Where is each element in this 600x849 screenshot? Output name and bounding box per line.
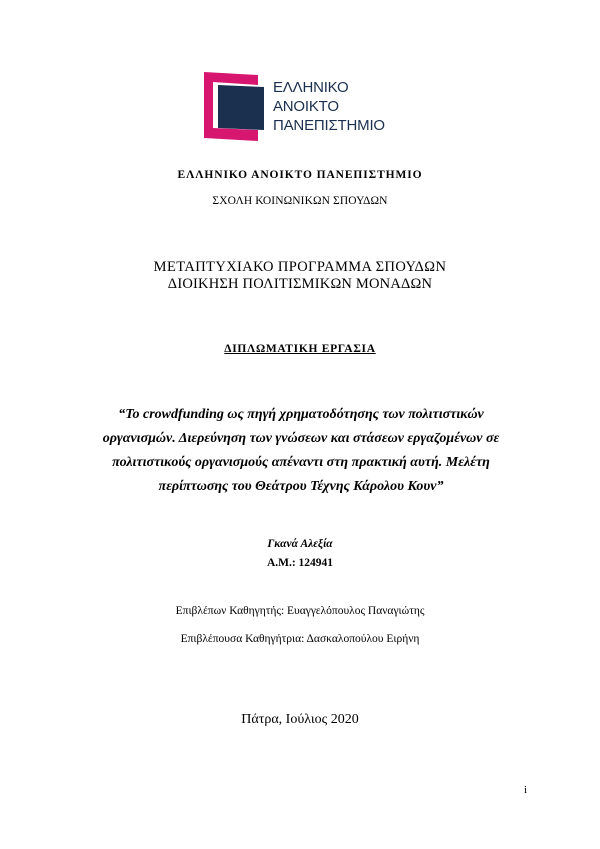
logo-line-2: ΑΝΟΙΚΤΟ <box>273 98 339 115</box>
supervisor: Επιβλέπων Καθηγητής: Ευαγγελόπουλος Παναγιώτης <box>175 605 425 617</box>
logo-line-3: ΠΑΝΕΠΙΣΤΗΜΙΟ <box>273 117 385 134</box>
title-line-2: οργανισμών. Διερεύνηση των γνώσεων και στάσεων εργαζομένων σε <box>102 431 500 446</box>
program-track: ΔΙΟΙΚΗΣΗ ΠΟΛΙΤΙΣΜΙΚΩΝ ΜΟΝΑΔΩΝ <box>167 276 433 292</box>
logo-line-1: ΕΛΛΗΝΙΚΟ <box>273 79 349 96</box>
registration-number: Α.Μ.: 124941 <box>266 557 334 569</box>
university-logo <box>202 72 392 142</box>
title-line-1: “Το crowdfunding ως πηγή χρηματοδότησης των πολιτιστικών <box>118 407 484 422</box>
co-supervisor: Επιβλέπουσα Καθηγήτρια: Δασκαλοπούλου Ειρήνη <box>180 633 420 645</box>
logo-emblem-icon <box>202 72 268 142</box>
author-name: Γκανά Αλεξία <box>267 538 333 550</box>
place-date: Πάτρα, Ιούλιος 2020 <box>241 712 359 727</box>
title-line-3: πολιτιστικούς οργανισμούς απέναντι στη πρακτική αυτή. Μελέτη <box>112 455 490 470</box>
document-type-heading: ΔΙΠΛΩΜΑΤΙΚΗ ΕΡΓΑΣΙΑ <box>224 343 376 355</box>
thesis-title <box>92 403 510 499</box>
school-name: ΣΧΟΛΗ ΚΟΙΝΩΝΙΚΩΝ ΣΠΟΥΔΩΝ <box>212 195 388 207</box>
university-name: ΕΛΛΗΝΙΚΟ ΑΝΟΙΚΤΟ ΠΑΝΕΠΙΣΤΗΜΙΟ <box>177 169 423 181</box>
program-name: ΜΕΤΑΠΤΥΧΙΑΚΟ ΠΡΟΓΡΑΜΜΑ ΣΠΟΥΔΩΝ <box>153 259 447 275</box>
logo-wordmark <box>273 78 385 135</box>
page-number: i <box>524 784 528 796</box>
title-line-4: περίπτωσης του Θεάτρου Τέχνης Κάρολου Κουν” <box>158 479 444 494</box>
